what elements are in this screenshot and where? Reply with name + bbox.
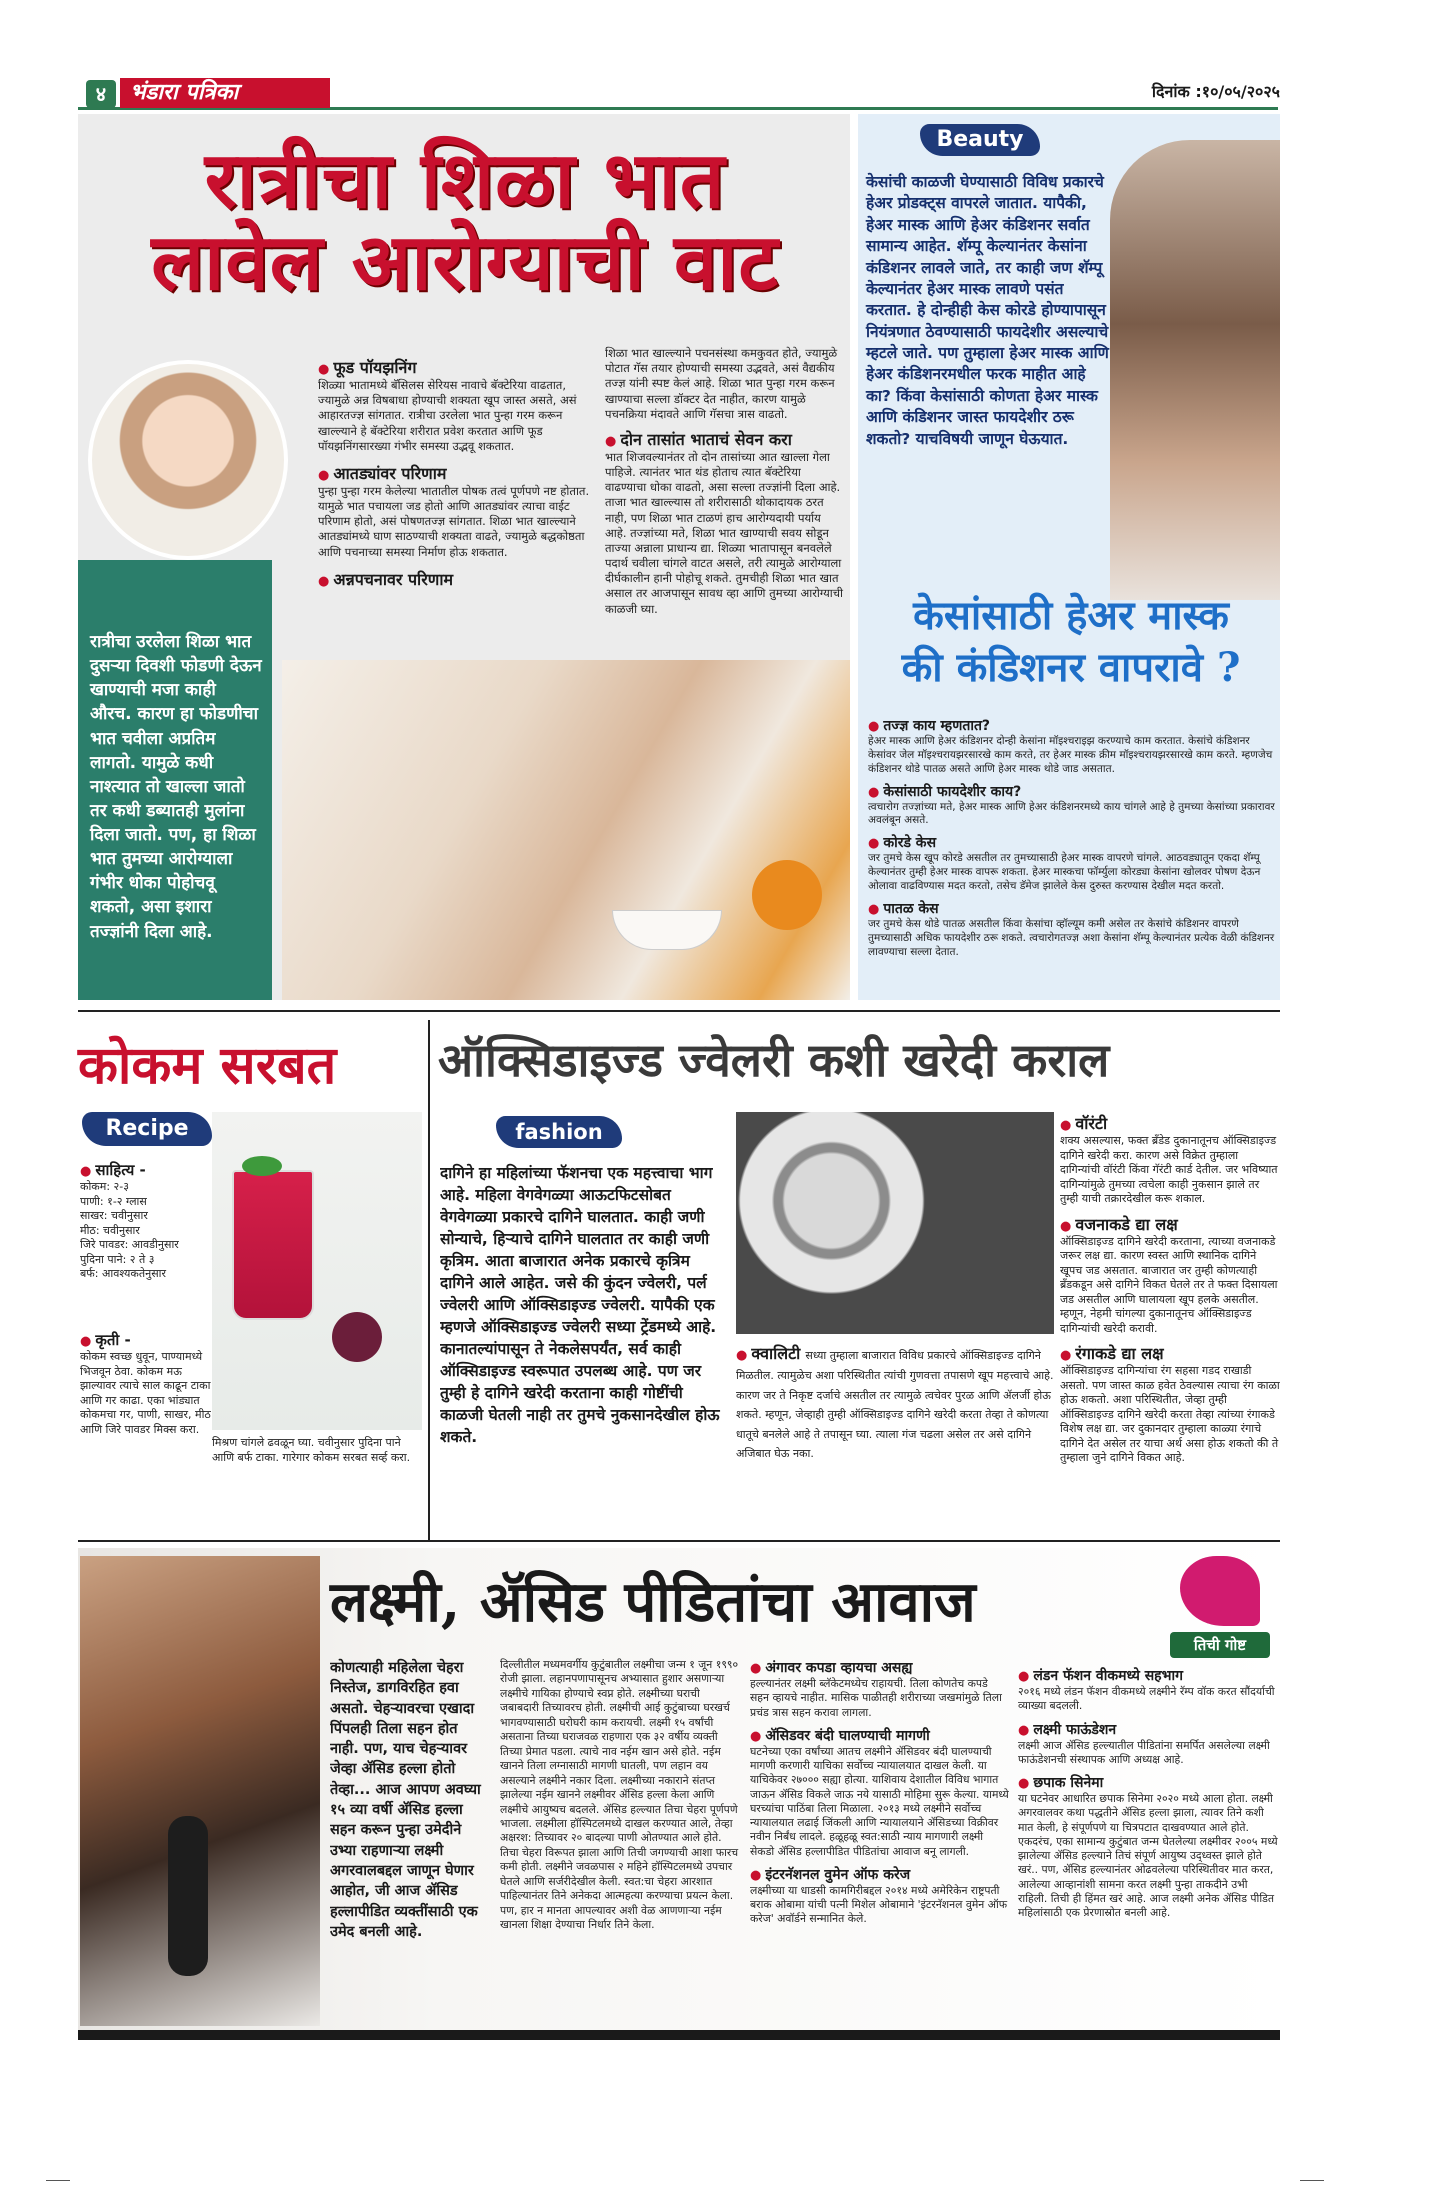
beauty-intro xyxy=(866,172,1111,592)
quality-title: ● क्वालिटी xyxy=(736,1344,800,1363)
rice-sec3-title: ● अन्नपचनावर परिणाम xyxy=(318,568,593,590)
badge-label: तिची गोष्ट xyxy=(1170,1632,1270,1658)
bottom-rule xyxy=(78,2030,1280,2040)
woman-profile-icon xyxy=(1180,1556,1260,1626)
rice-headline xyxy=(85,135,845,350)
method-title: ● कृती - xyxy=(80,1330,212,1350)
beauty-pt4-title: ● पातळ केस xyxy=(868,899,1276,918)
jewelry-headline: ऑक्सिडाइज्ड ज्वेलरी कशी खरेदी कराल xyxy=(438,1033,1110,1087)
beauty-points xyxy=(868,716,1276,996)
beauty-tag: Beauty xyxy=(920,124,1040,156)
laxmi-pt5-text: लक्ष्मी आज ॲसिड हल्ल्यातील पीडितांना समर्पित असलेल्या लक्ष्मी फाऊंडेशनची संस्थापक आणि अध्यक्ष आहे. xyxy=(1018,1738,1270,1766)
ingredient-2: साखर: चवीनुसार xyxy=(80,1209,148,1223)
laxmi-pt4-title: ● लंडन फॅशन वीकमध्ये सहभाग xyxy=(1018,1666,1278,1685)
jewelry-points xyxy=(1060,1112,1280,1532)
weight-title: ● वजनाकडे द्या लक्ष xyxy=(1060,1213,1280,1235)
laxmi-points-col2 xyxy=(1018,1666,1278,2028)
page-number: ४ xyxy=(86,80,116,108)
bowl-icon xyxy=(612,910,722,950)
beauty-pt4-text: जर तुमचे केस थोडे पातळ असतील किंवा केसांचा व्हॉल्यूम कमी असेल तर केसांचे कंडिशनर वापरणे तुमच्यासाठी अधिक फायदेशीर ठरू शकते. त्वचारोगतज्ज्ञ अशा केसांना शॅम्पू केल्यानंतर प्रत्येक वेळी कंडिशनर लावण्याचा सल्ला देतात. xyxy=(868,917,1275,958)
rice-intro-box xyxy=(78,560,272,1000)
rice-sec1-text: शिळ्या भातामध्ये बॅसिलस सेरियस नावाचे बॅक्टेरिया वाढतात, ज्यामुळे अन्न विषबाधा होण्याची शक्यता खूप जास्त असते, असं आहारतज्ज्ञ सांगतात. रात्रीचा उरलेला भात पुन्हा गरम करून खाल्ल्याने हे बॅक्टेरिया शरीरात प्रवेश करतात आणि फूड पॉयझनिंगसारख्या गंभीर समस्या उद्भवू शकतात. xyxy=(318,378,577,453)
beauty-headline-line2: की कंडिशनर वापरावे ? xyxy=(901,644,1241,691)
mother-feeding-child-photo xyxy=(282,660,850,1000)
jewelry-quality xyxy=(736,1342,1054,1522)
ingredient-1: पाणी: १-२ ग्लास xyxy=(80,1194,147,1208)
beauty-pt3-text: जर तुमचे केस खूप कोरडे असतील तर तुमच्यासाठी हेअर मास्क वापरणे चांगले. आठवड्यातून एकदा शॅम्पू केल्यानंतर तुम्ही हेअर मास्क वापरू शकता. हेअर मास्कचा फॉर्म्युला कोरड्या केसांना खोलवर पोषण देऊन ओलावा वाढविण्यास मदत करतो, तसेच डॅमेज झालेले केस दुरुस्त करण्यास देखील मदत करतो. xyxy=(868,852,1261,893)
rice-col1 xyxy=(318,356,593,656)
laxmi-pt1-title: ● अंगावर कपडा व्हायचा असह्य xyxy=(750,1658,1010,1677)
laxmi-points-col1 xyxy=(750,1658,1010,2028)
dateline: दिनांक :१०/०५/२०२५ xyxy=(1151,82,1280,101)
laxmi-pt3-text: लक्ष्मीच्या या धाडसी कामगिरीबद्दल २०१४ मध्ये अमेरिकेन राष्ट्रपती बराक ओबामा यांची पत्नी मिशेल ओबामाने 'इंटरनॅशनल वुमेन ऑफ करेज' अवॉर्डने सन्मानित केले. xyxy=(750,1883,1008,1926)
oxidised-jewelry-photo xyxy=(736,1112,1054,1334)
rice-sec2-text: पुन्हा पुन्हा गरम केलेल्या भातातील पोषक तत्वं पूर्णपणे नष्ट होतात. यामुळे भात पचायला जड होतो आणि आतड्यांवर त्याचा वाईट परिणाम होतो, असं पोषणतज्ज्ञ सांगतात. शिळा भात खाल्ल्याने आतड्यांमध्ये घाण साठण्याची शक्यता वाढते, ज्यामुळे बद्धकोष्ठता आणि पचनाच्या समस्या निर्माण होऊ शकतात. xyxy=(318,483,590,559)
woman-hair-photo xyxy=(1110,140,1280,600)
laxmi-story: दिल्लीतील मध्यमवर्गीय कुटुंबातील लक्ष्मीचा जन्म १ जून १९९० रोजी झाला. लहानपणापासूनच अभ्यासात हुशार असणाऱ्या लक्ष्मीचे गायिका होण्याचे स्वप्न होते. लक्ष्मीच्या घराची जबाबदारी तिच्यावरच होती. लक्ष्मीची आई कुटुंबाच्या घरखर्च भागवण्यासाठी घरोघरी काम करायची. लक्ष्मी १५ वर्षांची असताना तिच्या घराजवळ राहणारा एक ३२ वर्षीय व्यक्ती तिच्या प्रेमात पडला. त्याचे नाव नईम खान असे होते. नईम खानने तिला लग्नासाठी मागणी घातली, पण लहान वय असल्याने लक्ष्मीने नकार दिला. लक्ष्मीच्या नकाराने संतप्त झालेल्या नईम खानने लक्ष्मीवर ॲसिड हल्ला केला आणि लक्ष्मीचे आयुष्यच बदलले. ॲसिड हल्ल्यात तिचा चेहरा पूर्णपणे भाजला. लक्ष्मीला हॉस्पिटलमध्ये दाखल करण्यात आले, तेव्हा अक्षरश: तिच्यावर २० बादल्या पाणी ओतण्यात आले होते. तिचा चेहरा विरूपत झाला आणि तिची जगण्याची आशा फारच कमी होती. लक्ष्मीने जवळपास २ महिने हॉस्पिटलमध्ये उपचार घेतले आणि सर्जरीदेखील केली. स्वत:चा चेहरा आरशात पाहिल्यानंतर तिने अनेकदा आत्महत्या करण्याचा प्रयत्न केला. पण, हार न मानता आपल्यावर अशी वेळ आणणाऱ्या नईम खानला शिक्षा देण्याचा निर्धार तिने केला. xyxy=(500,1658,739,1932)
warranty-text: शक्य असल्यास, फक्त ब्रँडेड दुकानातूनच ऑक्सिडाइज्ड दागिने खरेदी करा. कारण असे विक्रेत तुम्हाला दागिन्यांची वॉरंटी किंवा गॅरंटी कार्ड देतील. जर भविष्यात दागिन्यांमुळे तुमच्या त्वचेला काही नुकसान झाले तर तुम्ही याची तक्रारदेखील करू शकाल. xyxy=(1060,1134,1278,1206)
beauty-pt3-title: ● कोरडे केस xyxy=(868,833,1276,852)
laxmi-intro-text: कोणत्याही महिलेला चेहरा निस्तेज, डागविरहित हवा असतो. चेहऱ्यावरचा एखादा पिंपलही तिला सहन होत नाही. पण, याच चेहऱ्यावर जेव्हा ॲसिड हल्ला होतो तेव्हा... आज आपण अवघ्या १५ व्या वर्षी ॲसिड हल्ला सहन करून पुन्हा उमेदीने उभ्या राहणाऱ्या लक्ष्मी अगरवालबद्दल जाणून घेणार आहोत, जी आज ॲसिड हल्लापीडित व्यक्तींसाठी एक उमेद बनली आहे. xyxy=(330,1660,481,1940)
laxmi-pt6-text: या घटनेवर आधारित छपाक सिनेमा २०२० मध्ये आला होता. लक्ष्मी अगरवालवर कथा पद्धतीने ॲसिड हल्ला झाला, त्यावर तिने कशी मात केली, हे संपूर्णपणे या चित्रपटात दाखवण्यात आले होते. एकदरंच, एका सामान्य कुटुंबात जन्म घेतलेल्या लक्ष्मीवर २००५ मध्ये झालेल्या ॲसिड हल्ल्याने तिचं संपूर्ण आयुष्य उद्ध्वस्त झाले होते खरं.. पण, ॲसिड हल्ल्यानंतर ओढवलेल्या परिस्थितीवर मात करत, आलेल्या आव्हानांशी सामना करत लक्ष्मी पुन्हा ताकदीने उभी राहिली. तिची ही हिंमत खरं आहे. आज लक्ष्मी अनेक ॲसिड पीडित महिलांसाठी एक प्रेरणास्रोत बनली आहे. xyxy=(1018,1792,1278,1919)
masthead: भंडारा पत्रिका xyxy=(120,78,330,108)
laxmi-pt2-title: ● ॲसिडवर बंदी घालण्याची मागणी xyxy=(750,1726,1010,1745)
laxmi-pt3-title: ● इंटरनॅशनल वुमेन ऑफ करेज xyxy=(750,1865,1010,1884)
mint-leaves-icon xyxy=(242,1156,282,1176)
rice-headline-line1: रात्रीचा शिळा भात xyxy=(204,135,726,226)
laxmi-pt2-text: घटनेच्या एका वर्षांच्या आतच लक्ष्मीने ॲसिडवर बंदी घालण्याची मागणी करणारी याचिका सर्वोच्च न्यायालयात दाखल केली. या याचिकेवर २७००० सह्या होत्या. याशिवाय देशातील विविध भागात जाऊन ॲसिड विकले जाऊ नये यासाठी मोहिमा सुरू केल्या. यामध्ये घरच्यांचा पाठिंबा तिला मिळाला. २०१३ मध्ये लक्ष्मीने सर्वोच्च न्यायालयात लढाई जिंकली आणि न्यायालयाने ॲसिडच्या विक्रीवर नवीन निर्बंध लादले. हळूहळू स्वत:साठी न्याय मागणारी लक्ष्मी सेकडो ॲसिड हल्लापीडित पीडितांचा आवाज बनू लागली. xyxy=(750,1744,1009,1858)
laxmi-intro xyxy=(330,1658,490,2028)
laxmi-pt4-text: २०१६ मध्ये लंडन फॅशन वीकमध्ये लक्ष्मीने रॅम्प वॉक करत सौंदर्याची व्याख्या बदलली. xyxy=(1018,1685,1275,1713)
laxmi-photo xyxy=(80,1556,320,2026)
ingredient-6: बर्फ: आवश्यकतेनुसार xyxy=(80,1267,166,1281)
oranges-icon xyxy=(752,860,822,930)
section-divider-1 xyxy=(78,1010,1280,1012)
jewelry-intro xyxy=(440,1162,726,1522)
kokam-headline: कोकम सरबत xyxy=(78,1035,337,1096)
fashion-tag: fashion xyxy=(496,1116,622,1148)
beauty-pt2-title: ● केसांसाठी फायदेशीर काय? xyxy=(868,782,1276,801)
beauty-pt2-text: त्वचारोग तज्ज्ञांच्या मते, हेअर मास्क आणि हेअर कंडिशनरमध्ये काय चांगले आहे हे तुमच्या केसांच्या प्रकारावर अवलंबून असते. xyxy=(868,800,1275,827)
recipe-tag: Recipe xyxy=(82,1112,212,1146)
weight-text: ऑक्सिडाइज्ड दागिने खरेदी करताना, त्याच्या वजनाकडे जरूर लक्ष द्या. कारण स्वस्त आणि स्थानिक दागिने खूपच जड असतात. बाजारात जर तुम्ही कोणत्याही ब्रँडकडून असे दागिने विकत घेतले तर ते फक्त दिसायला जड असतील आणि घालायला खूप हलके असतील. म्हणून, नेहमी चांगल्या दुकानातूनच ऑक्सिडाइज्ड दागिन्यांची खरेदी करावी. xyxy=(1060,1234,1278,1335)
section-divider-2 xyxy=(78,1540,1280,1542)
beauty-pt1-title: ● तज्ज्ञ काय म्हणतात? xyxy=(868,716,1276,735)
laxmi-headline: लक्ष्मी, ॲसिड पीडितांचा आवाज xyxy=(330,1569,976,1635)
rice-sec2-title: ● आतड्यांवर परिणाम xyxy=(318,462,593,484)
rice-col2 xyxy=(605,346,845,658)
method-left-text: कोकम स्वच्छ धुवून, पाण्यामध्ये भिजवून ठेवा. कोकम मऊ झाल्यावर त्याचे साल काढून टाका आणि गर काढा. एका भांड्यात कोकमचा गर, पाणी, साखर, मीठ आणि जिरे पावडर मिक्स करा. xyxy=(80,1350,211,1436)
rice-sec4-text: भात शिजवल्यानंतर तो दोन तासांच्या आत खाल्ला गेला पाहिजे. त्यानंतर भात थंड होताच त्यात बॅक्टेरिया वाढण्याचा धोका वाढतो, असा सल्ला तज्ज्ञांनी दिला आहे. ताजा भात खाल्ल्यास तो शरीरासाठी थोकादायक ठरत नाही, पण शिळा भात टाळणं हाच आरोग्यदायी पर्याय आहे. तज्ज्ञांच्या मते, शिळा भात खाण्याची सवय सोडून ताज्या अन्नाला प्राधान्य द्या. शिळ्या भातापासून बनवलेले पदार्थ चवीला चांगले वाटत असले, तरी त्यामुळे आरोग्याला दीर्घकालीन हानी पोहोचू शकते. तुमचीही शिळा भात खात असाल तर आजपासून सावध व्हा आणि तुमच्या आरोग्याची काळजी घ्या. xyxy=(605,449,844,616)
ingredients-title: ● साहित्य - xyxy=(80,1160,212,1180)
laxmi-pt5-title: ● लक्ष्मी फाऊंडेशन xyxy=(1018,1720,1278,1739)
quality-text: सध्या तुम्हाला बाजारात विविध प्रकारचे ऑक्सिडाइज्ड दागिने मिळतील. त्यामुळेच अशा परिस्थितीत त्यांची गुणवत्ता तपासणे खूप महत्त्वाचे आहे. कारण जर ते निकृष्ट दर्जाचे असतील तर त्यामुळे त्वचेवर पुरळ आणि ॲलर्जी होऊ शकते. म्हणून, जेव्हाही तुम्ही ऑक्सिडाइज्ड दागिने खरेदी करता तेव्हा ते कोणत्या धातूचे बनलेले आहे ते तपासून घ्या. त्याला गंज चढला असेल तर असे दागिने अजिबात घेऊ नका. xyxy=(736,1349,1054,1461)
ingredient-5: पुदिना पाने: २ ते ३ xyxy=(80,1252,155,1266)
beauty-pt1-text: हेअर मास्क आणि हेअर कंडिशनर दोन्ही केसांना मॉइश्चराइझ करण्याचे काम करतात. केसांचे कंडिशनर केसांवर जेल मॉइश्चरायझरसारखे काम करते, तर हेअर मास्क क्रीम मॉइश्चरायझरसारखे काम करते. म्हणजेच कंडिशनर थोडे पातळ असते आणि हेअर मास्क थोडे जाड असतात. xyxy=(868,735,1273,775)
laxmi-pt1-text: हल्ल्यानंतर लक्ष्मी ब्लॅकेटमध्येच राहायची. तिला कोणतेच कपडे सहन व्हायचे नाहीत. मासिक पाळीतही शरीराच्या जखमांमुळे तिला प्रचंड त्रास सहन करावा लागला. xyxy=(750,1677,1002,1719)
rice-headline-line2: लावेल आरोग्याची वाट xyxy=(151,216,779,308)
ingredient-4: जिरे पावडर: आवडीनुसार xyxy=(80,1238,179,1252)
rice-sec4-title: ● दोन तासांत भाताचं सेवन करा xyxy=(605,428,845,450)
kokam-vertical-divider xyxy=(428,1020,430,1540)
crop-mark-left xyxy=(46,2180,70,2181)
jewelry-intro-text: दागिने हा महिलांच्या फॅशनचा एक महत्त्वाचा भाग आहे. महिला वेगवेगळ्या आऊटफिटसोबत वेगवेगळ्या प्रकारचे दागिने घालतात. काही जणी सोन्याचे, हिऱ्याचे दागिने घालतात तर काही जणी कृत्रिम. आता बाजारात अनेक प्रकारचे कृत्रिम दागिने आले आहेत. जसे की कुंदन ज्वेलरी, पर्ल ज्वेलरी आणि ऑक्सिडाइज्ड ज्वेलरी. यापैकी एक म्हणजे ऑक्सिडाइज्ड ज्वेलरी सध्या ट्रेंडमध्ये आहे. कानातल्यांपासून ते नेकलेसपर्यंत, सर्व काही ऑक्सिडाइज्ड स्वरूपात उपलब्ध आहे. पण जर तुम्ही हे दागिने खरेदी करताना काही गोष्टींची काळजी घेतली नाही तर तुमचे नुकसानदेखील होऊ शकते. xyxy=(440,1164,720,1446)
beauty-headline xyxy=(866,590,1276,708)
ingredient-3: मीठ: चवीनुसार xyxy=(80,1223,140,1237)
ingredient-0: कोकम: २-३ xyxy=(80,1180,129,1193)
kokam-drink-photo xyxy=(212,1112,422,1430)
warranty-title: ● वॉरंटी xyxy=(1060,1112,1280,1134)
girl-eating-photo xyxy=(88,360,288,560)
color-title: ● रंगाकडे द्या लक्ष xyxy=(1060,1342,1280,1364)
rice-sec3-text: शिळा भात खाल्ल्याने पचनसंस्था कमकुवत होते, ज्यामुळे पोटात गॅस तयार होण्याची समस्या उद्भवते, असं वैद्यकीय तज्ज्ञ यांनी स्पष्ट केलं आहे. शिळा भात पुन्हा गरम करून खाण्याचा सल्ला डॉक्टर देत नाहीत, कारण यामुळे पचनक्रिया मंदावते आणि गॅसचा त्रास वाढतो. xyxy=(605,346,838,421)
kokam-fruit-icon xyxy=(332,1312,382,1362)
crop-mark-right xyxy=(1300,2180,1324,2181)
beauty-intro-text: केसांची काळजी घेण्यासाठी विविध प्रकारचे हेअर प्रोडक्ट्स वापरले जातात. यापैकी, हेअर मास्क आणि हेअर कंडिशनर सर्वात सामान्य आहेत. शॅम्पू केल्यानंतर केसांना कंडिशनर लावले जाते, तर काही जण शॅम्पू केल्यानंतर हेअर मास्क लावणे पसंत करतात. हे दोन्हीही केस कोरडे होण्यापासून नियंत्रणात ठेवण्यासाठी फायदेशीर असल्याचे म्हटले जाते. पण तुम्हाला हेअर मास्क आणि हेअर कंडिशनरमधील फरक माहीत आहे का? किंवा केसांसाठी कोणता हेअर मास्क आणि कंडिशनर जास्त फायदेशीर ठरू शकतो? याचविषयी जाणून घेऊयात. xyxy=(866,173,1109,448)
tichi-goshta-badge xyxy=(1160,1556,1276,1666)
rice-intro-text: रात्रीचा उरलेला शिळा भात दुसऱ्या दिवशी फोडणी देऊन खाण्याची मजा काही औरच. कारण हा फोडणीचा भात चवीला अप्रतिम लागतो. यामुळे कधी नाश्त्यात तो खाल्ला जातो तर कधी डब्यातही मुलांना दिला जातो. पण, हा शिळा भात तुमच्या आरोग्याला गंभीर धोका पोहोचवू शकतो, असा इशारा तज्ज्ञांनी दिला आहे. xyxy=(90,632,262,942)
beauty-headline-line1: केसांसाठी हेअर मास्क xyxy=(913,592,1229,639)
kokam-ingredients xyxy=(80,1160,212,1350)
method-bottom-text: मिश्रण चांगले ढवळून घ्या. चवीनुसार पुदिना पाने आणि बर्फ टाका. गारेगार कोकम सरबत सर्व्ह करा. xyxy=(212,1436,411,1464)
glass-icon xyxy=(232,1170,314,1320)
rice-sec1-title: ● फूड पॉयझनिंग xyxy=(318,356,593,378)
microphone-icon xyxy=(168,1816,208,1976)
color-text: ऑक्सिडाइज्ड दागिन्यांचा रंग सहसा गडद राखाडी असतो. पण जास्त काळ हवेत ठेवल्यास त्याचा रंग काळा होऊ शकतो. अशा परिस्थितीत, जेव्हा तुम्ही ऑक्सिडाइज्ड दागिने खरेदी करता तेव्हा त्यांच्या रंगाकडे विशेष लक्ष द्या. जर दुकानदार तुम्हाला काळ्या रंगाचे दागिने देत असेल तर याचा अर्थ असा होऊ शकतो की ते तुम्हाला जुने दागिने विकत आहे. xyxy=(1060,1364,1280,1465)
laxmi-pt6-title: ● छपाक सिनेमा xyxy=(1018,1773,1278,1792)
kokam-method xyxy=(80,1330,212,1530)
